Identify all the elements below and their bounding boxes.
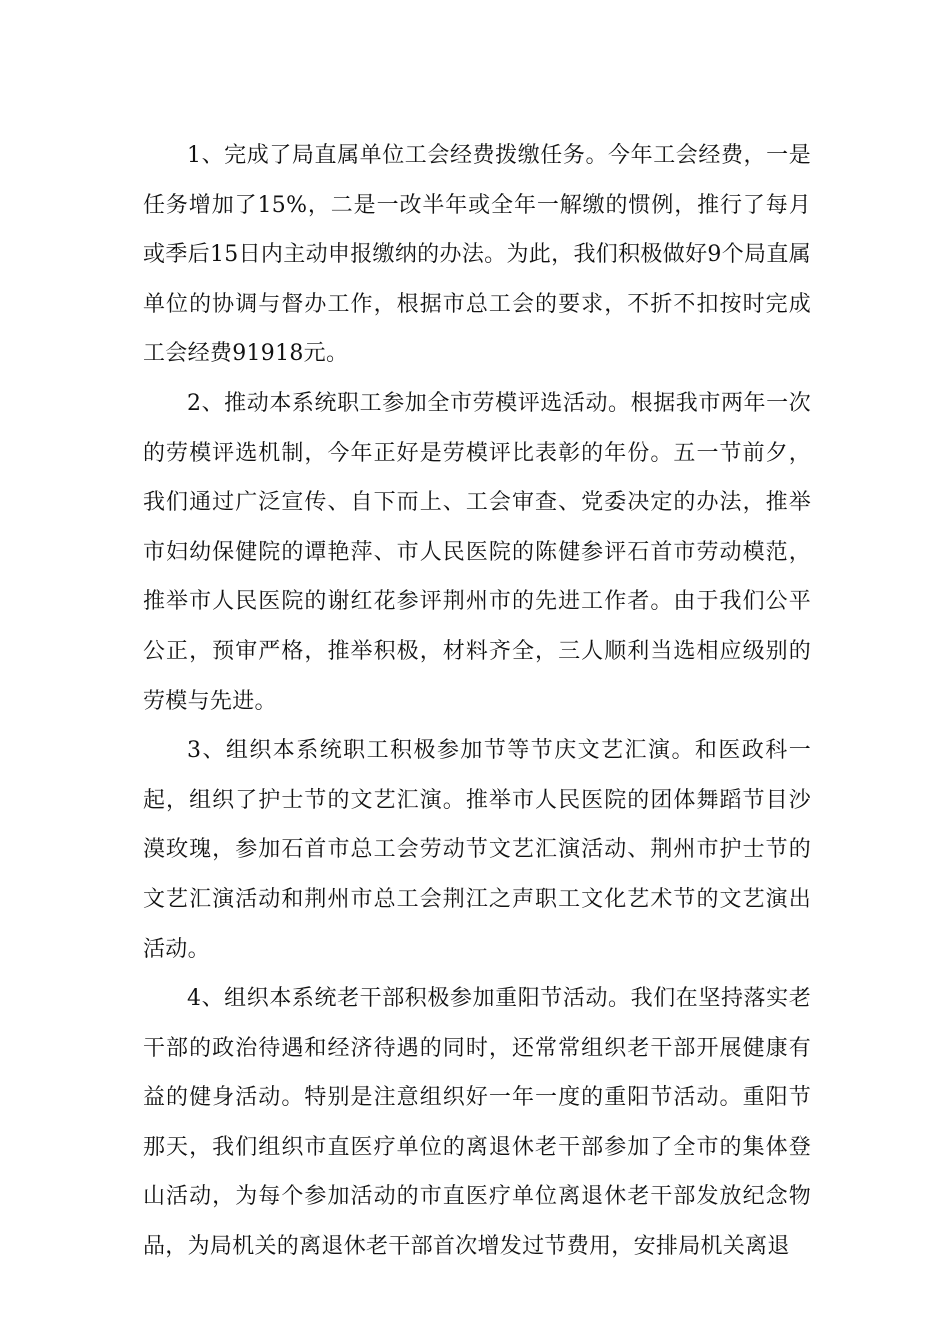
paragraph-3: 3、组织本系统职工积极参加节等节庆文艺汇演。和医政科一起，组织了护士节的文艺汇演。推举市人民医院的团体舞蹈节目沙漠玫瑰，参加石首市总工会劳动节文艺汇演活动、荆州市护士节的文艺汇演活动和荆州市总工会荆江之声职工文化艺术节的文艺演出活动。 [143, 738, 811, 962]
paragraph-4: 4、组织本系统老干部积极参加重阳节活动。我们在坚持落实老干部的政治待遇和经济待遇的同时，还常常组织老干部开展健康有益的健身活动。特别是注意组织好一年一度的重阳节活动。重阳节那天，我们组织市直医疗单位的离退休老干部参加了全市的集体登山活动，为每个参加活动的市直医疗单位离退休老干部发放纪念物品，为局机关的离退休老干部首次增发过节费用，安排局机关离退 [143, 986, 811, 1260]
paragraph-2: 2、推动本系统职工参加全市劳模评选活动。根据我市两年一次的劳模评选机制，今年正好是劳模评比表彰的年份。五一节前夕，我们通过广泛宣传、自下而上、工会审查、党委决定的办法，推举市妇幼保健院的谭艳萍、市人民医院的陈健参评石首市劳动模范，推举市人民医院的谢红花参评荆州市的先进工作者。由于我们公平公正，预审严格，推举积极，材料齐全，三人顺利当选相应级别的劳模与先进。 [143, 390, 811, 714]
document-body [143, 131, 811, 1272]
paragraph-1: 1、完成了局直属单位工会经费拨缴任务。今年工会经费，一是任务增加了15%，二是一改半年或全年一解缴的惯例，推行了每月或季后15日内主动申报缴纳的办法。为此，我们积极做好9个局直属单位的协调与督办工作，根据市总工会的要求，不折不扣按时完成工会经费91918元。 [143, 143, 811, 367]
